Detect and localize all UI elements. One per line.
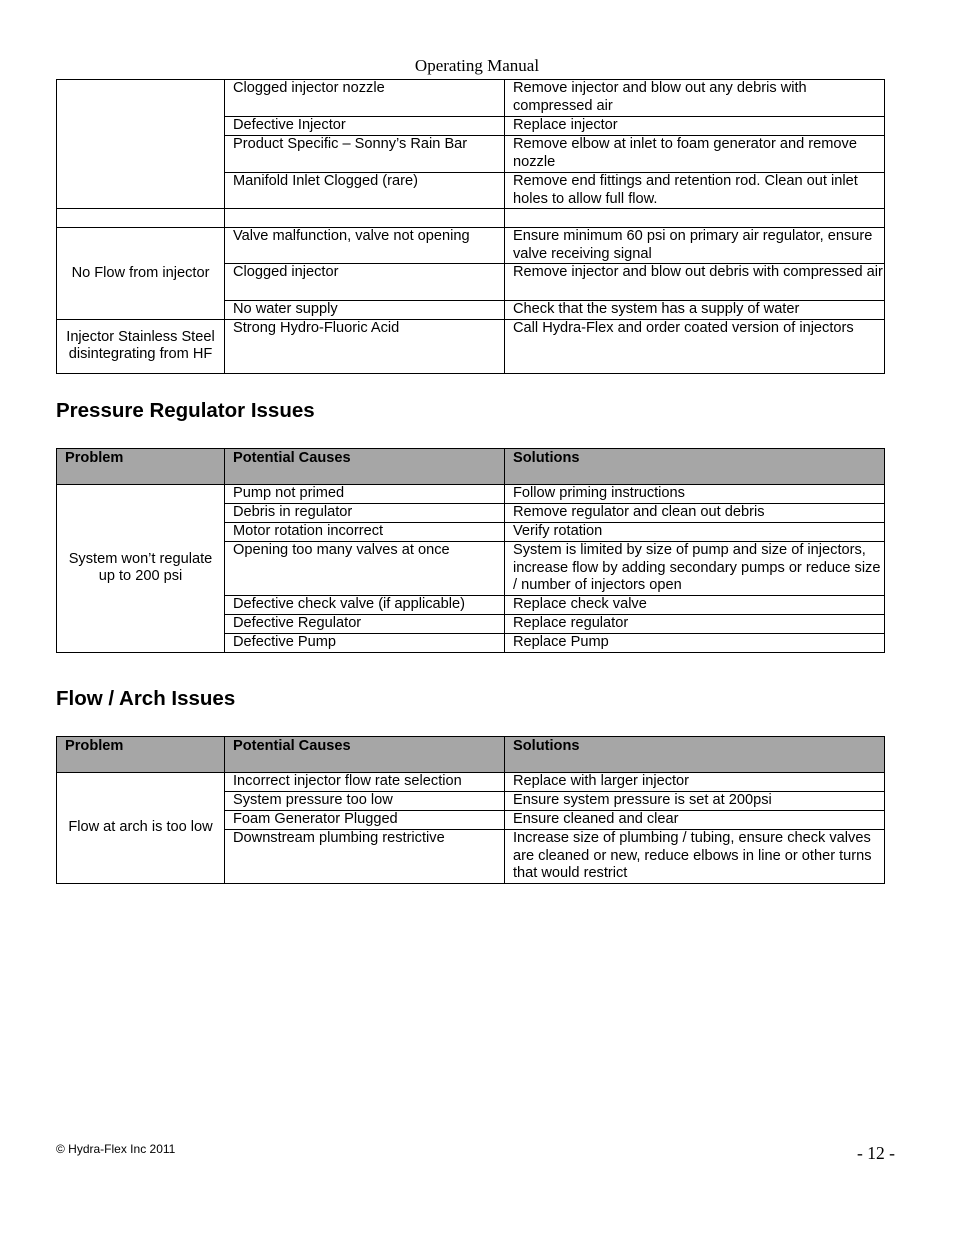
cause-cell: Defective check valve (if applicable) <box>225 596 505 615</box>
cause-cell: Motor rotation incorrect <box>225 523 505 542</box>
problem-cell: Injector Stainless Steel disintegrating from HF <box>57 319 225 373</box>
problem-cell: System won’t regulate up to 200 psi <box>57 485 225 653</box>
solution-cell: Check that the system has a supply of water <box>505 301 885 320</box>
solution-cell: Replace regulator <box>505 615 885 634</box>
cause-cell: Downstream plumbing restrictive <box>225 830 505 884</box>
solution-cell: Replace with larger injector <box>505 773 885 792</box>
solution-cell: Verify rotation <box>505 523 885 542</box>
injector-troubleshooting-table <box>56 79 885 374</box>
solution-cell: Remove regulator and clean out debris <box>505 504 885 523</box>
cause-cell: No water supply <box>225 301 505 320</box>
section-title-pressure: Pressure Regulator Issues <box>56 399 315 422</box>
cause-cell: Defective Regulator <box>225 615 505 634</box>
page-header-title: Operating Manual <box>414 56 540 75</box>
problem-cell-empty <box>57 80 225 209</box>
cause-cell: Debris in regulator <box>225 504 505 523</box>
header-solutions: Solutions <box>505 449 885 485</box>
solution-cell: Remove end fittings and retention rod. Clean out inlet holes to allow full flow. <box>505 173 885 209</box>
solution-cell: Ensure minimum 60 psi on primary air regulator, ensure valve receiving signal <box>505 228 885 264</box>
cause-cell: System pressure too low <box>225 792 505 811</box>
cause-cell: Manifold Inlet Clogged (rare) <box>225 173 505 209</box>
solution-cell: Follow priming instructions <box>505 485 885 504</box>
table-row <box>57 228 885 264</box>
cause-cell: Clogged injector nozzle <box>225 80 505 117</box>
cause-cell: Opening too many valves at once <box>225 542 505 596</box>
section-title-flow: Flow / Arch Issues <box>56 687 236 710</box>
table-row <box>57 485 885 504</box>
header-causes: Potential Causes <box>225 737 505 773</box>
solution-cell: Increase size of plumbing / tubing, ensure check valves are cleaned or new, reduce elbows in line or other turns that would restrict <box>505 830 885 884</box>
table-row <box>57 80 885 117</box>
table-header-row <box>57 737 885 773</box>
header-problem: Problem <box>57 737 225 773</box>
cause-cell: Foam Generator Plugged <box>225 811 505 830</box>
solution-cell: Call Hydra-Flex and order coated version of injectors <box>505 319 885 373</box>
cause-cell: Clogged injector <box>225 264 505 301</box>
solution-cell: Ensure cleaned and clear <box>505 811 885 830</box>
footer-copyright: © Hydra-Flex Inc 2011 <box>56 1142 176 1156</box>
solution-cell: Remove injector and blow out any debris with compressed air <box>505 80 885 117</box>
header-problem: Problem <box>57 449 225 485</box>
table-row-spacer <box>57 209 885 228</box>
cause-cell: Defective Pump <box>225 634 505 653</box>
solution-cell: Remove elbow at inlet to foam generator and remove nozzle <box>505 136 885 173</box>
cause-cell: Product Specific – Sonny’s Rain Bar <box>225 136 505 173</box>
page-number: - 12 - <box>857 1143 895 1163</box>
problem-cell: Flow at arch is too low <box>57 773 225 884</box>
header-causes: Potential Causes <box>225 449 505 485</box>
solution-cell: Ensure system pressure is set at 200psi <box>505 792 885 811</box>
flow-arch-table <box>56 736 885 884</box>
cause-cell: Incorrect injector flow rate selection <box>225 773 505 792</box>
cause-cell: Strong Hydro-Fluoric Acid <box>225 319 505 373</box>
table-row <box>57 319 885 373</box>
solution-cell: Remove injector and blow out debris with compressed air <box>505 264 885 301</box>
solution-cell: Replace injector <box>505 117 885 136</box>
cause-cell: Pump not primed <box>225 485 505 504</box>
problem-cell: No Flow from injector <box>57 228 225 320</box>
cause-cell: Valve malfunction, valve not opening <box>225 228 505 264</box>
table-header-row <box>57 449 885 485</box>
header-solutions: Solutions <box>505 737 885 773</box>
solution-cell: Replace Pump <box>505 634 885 653</box>
solution-cell: System is limited by size of pump and size of injectors, increase flow by adding secondary pumps or reduce size / number of injectors open <box>505 542 885 596</box>
pressure-regulator-table <box>56 448 885 653</box>
table-row <box>57 773 885 792</box>
cause-cell: Defective Injector <box>225 117 505 136</box>
solution-cell: Replace check valve <box>505 596 885 615</box>
